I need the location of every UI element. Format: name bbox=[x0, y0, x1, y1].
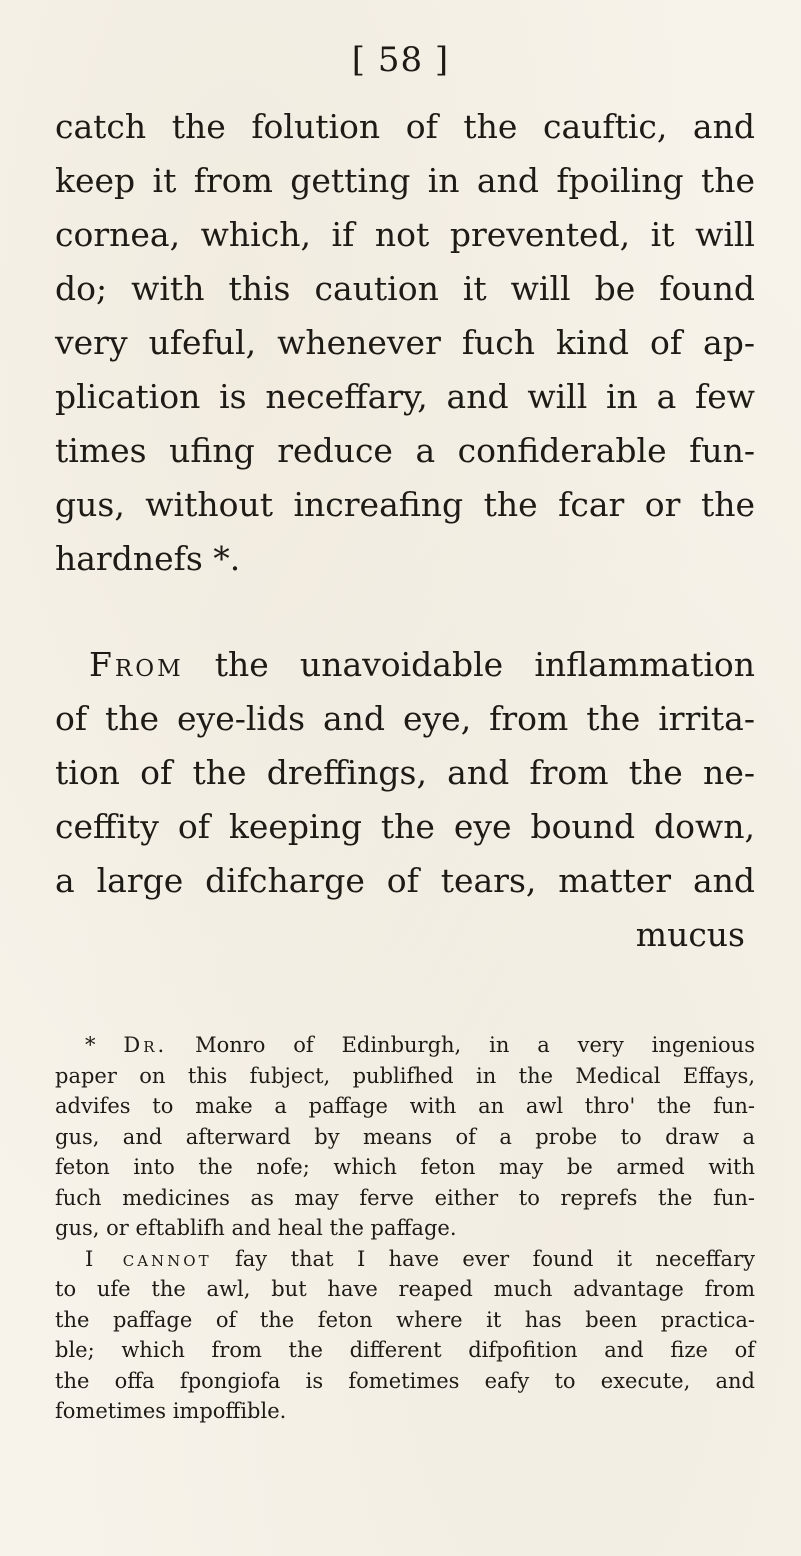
text-line: times ufing reduce a confiderable fun- bbox=[55, 431, 755, 470]
text-line: catch the folution of the cauftic, and bbox=[55, 107, 755, 146]
drop-word: I cannot bbox=[85, 1246, 212, 1271]
main-text bbox=[55, 100, 755, 962]
footnote-line: gus, or eftablifh and heal the paffage. bbox=[55, 1216, 457, 1240]
text-line: cornea, which, if not prevented, it will bbox=[55, 215, 755, 254]
text-line: do; with this caution it will be found bbox=[55, 269, 755, 308]
footnote-line: paper on this fubject, publifhed in the Medical Effays, bbox=[55, 1063, 755, 1088]
text-line: ceffity of keeping the eye bound down, bbox=[55, 807, 755, 846]
text-line: hardnefs *. bbox=[55, 539, 241, 578]
catchword: mucus bbox=[635, 915, 745, 954]
footnote-paragraph-2-first-line bbox=[55, 1244, 755, 1275]
text-line: plication is neceffary, and will in a few bbox=[55, 377, 755, 416]
paragraph-gap bbox=[55, 586, 755, 638]
text-line: gus, without increafing the fcar or the bbox=[55, 485, 755, 524]
paragraph-2-first-line bbox=[55, 638, 755, 692]
footnote-first-line bbox=[55, 1030, 755, 1061]
text-line: of the eye-lids and eye, from the irrita- bbox=[55, 699, 755, 738]
footnote-line: fuch medicines as may ferve either to reprefs the fun- bbox=[55, 1185, 755, 1210]
footnote bbox=[55, 1030, 755, 1427]
text-run: the unavoidable inflammation bbox=[214, 645, 756, 684]
footnote-marker: * bbox=[85, 1033, 124, 1057]
footnote-line: the paffage of the feton where it has been practica- bbox=[55, 1307, 755, 1332]
text-run: fay that I have ever found it neceffary bbox=[235, 1246, 755, 1271]
text-run: Monro of Edinburgh, in a very ingenious bbox=[195, 1033, 755, 1057]
drop-word: From bbox=[89, 645, 184, 684]
text-line: very ufeful, whenever fuch kind of ap- bbox=[55, 323, 755, 362]
footnote-line: feton into the nofe; which feton may be armed with bbox=[55, 1155, 755, 1179]
text-line: a large difcharge of tears, matter and bbox=[55, 861, 755, 900]
footnote-line: fometimes impoffible. bbox=[55, 1399, 287, 1423]
text-line: keep it from getting in and fpoiling the bbox=[55, 161, 755, 200]
footnote-line: ble; which from the different difpofition and fize of bbox=[55, 1338, 755, 1362]
footnote-dr: Dr. bbox=[123, 1033, 168, 1057]
footnote-line: to ufe the awl, but have reaped much advantage from bbox=[55, 1277, 755, 1301]
text-line: tion of the dreffings, and from the ne- bbox=[55, 753, 755, 792]
footnote-line: gus, and afterward by means of a probe to draw a bbox=[55, 1124, 755, 1149]
footnote-line: the offa fpongiofa is fometimes eafy to execute, and bbox=[55, 1368, 755, 1393]
footnote-line: advifes to make a paffage with an awl thro' the fun- bbox=[55, 1094, 755, 1118]
page-number: [ 58 ] bbox=[351, 40, 450, 80]
